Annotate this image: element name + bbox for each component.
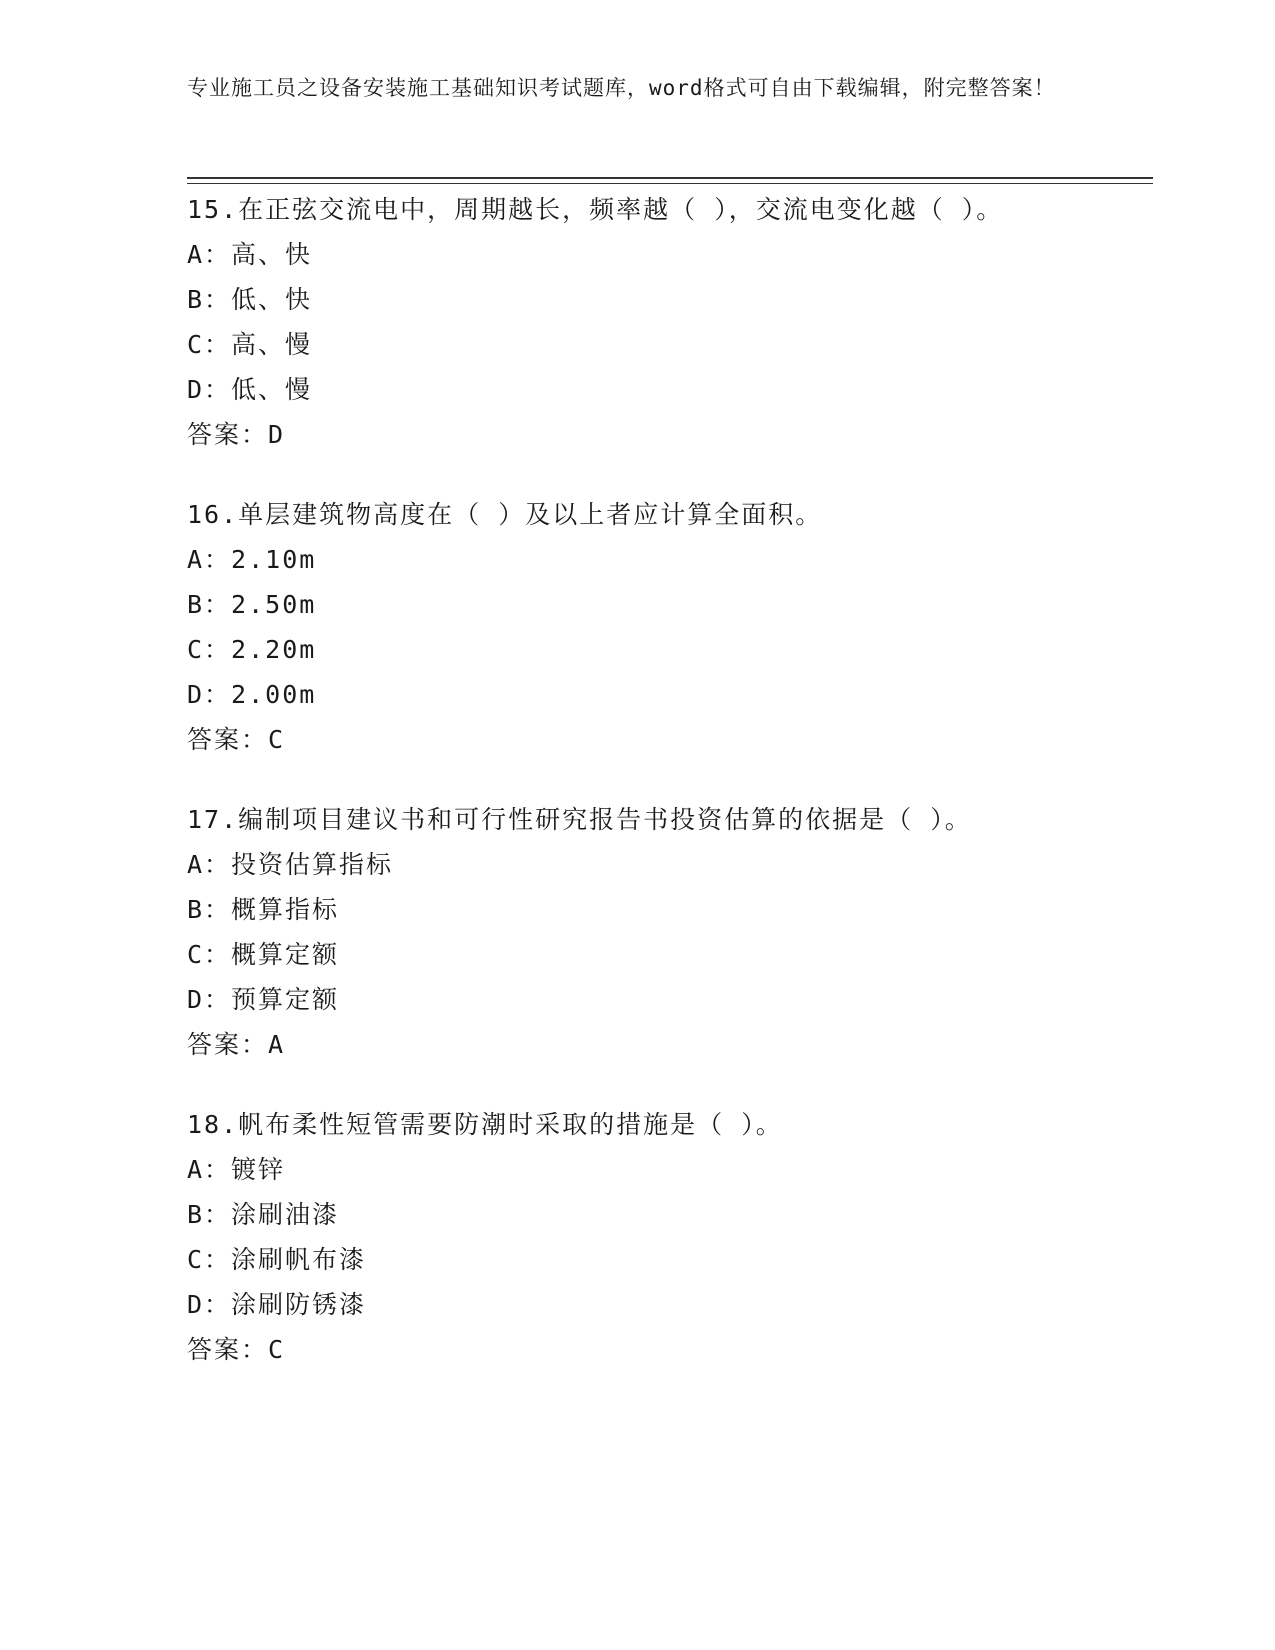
option-c: C：概算定额 <box>187 940 340 969</box>
option-d: D：低、慢 <box>187 375 313 404</box>
answer-line: 答案：A <box>187 1030 286 1059</box>
option-b: B：涂刷油漆 <box>187 1200 340 1229</box>
answer-line: 答案：C <box>187 725 286 754</box>
answer-line: 答案：C <box>187 1335 286 1364</box>
answer-line: 答案：D <box>187 420 286 449</box>
option-a: A：镀锌 <box>187 1155 286 1184</box>
option-d: D：涂刷防锈漆 <box>187 1290 367 1319</box>
document-header: 专业施工员之设备安装施工基础知识考试题库，word格式可自由下载编辑，附完整答案！ <box>187 76 1056 100</box>
option-c: C：涂刷帆布漆 <box>187 1245 367 1274</box>
question-stem: 15.在正弦交流电中，周期越长，频率越（ ），交流电变化越（ ）。 <box>187 195 1004 224</box>
question-stem: 17.编制项目建议书和可行性研究报告书投资估算的依据是（ ）。 <box>187 805 972 834</box>
option-c: C：2.20m <box>187 635 317 664</box>
question-block-15 <box>187 187 1153 457</box>
question-block-16 <box>187 492 1153 762</box>
question-stem: 16.单层建筑物高度在（ ）及以上者应计算全面积。 <box>187 500 823 529</box>
question-block-17 <box>187 797 1153 1067</box>
option-d: D：2.00m <box>187 680 317 709</box>
option-d: D：预算定额 <box>187 985 340 1014</box>
option-a: A：2.10m <box>187 545 317 574</box>
option-b: B：2.50m <box>187 590 317 619</box>
option-a: A：高、快 <box>187 240 313 269</box>
option-a: A：投资估算指标 <box>187 850 394 879</box>
question-stem: 18.帆布柔性短管需要防潮时采取的措施是（ ）。 <box>187 1110 783 1139</box>
question-block-18 <box>187 1102 1153 1372</box>
option-b: B：低、快 <box>187 285 313 314</box>
option-b: B：概算指标 <box>187 895 340 924</box>
header-divider-thick <box>187 177 1153 179</box>
option-c: C：高、慢 <box>187 330 313 359</box>
header-divider-thin <box>187 183 1153 184</box>
